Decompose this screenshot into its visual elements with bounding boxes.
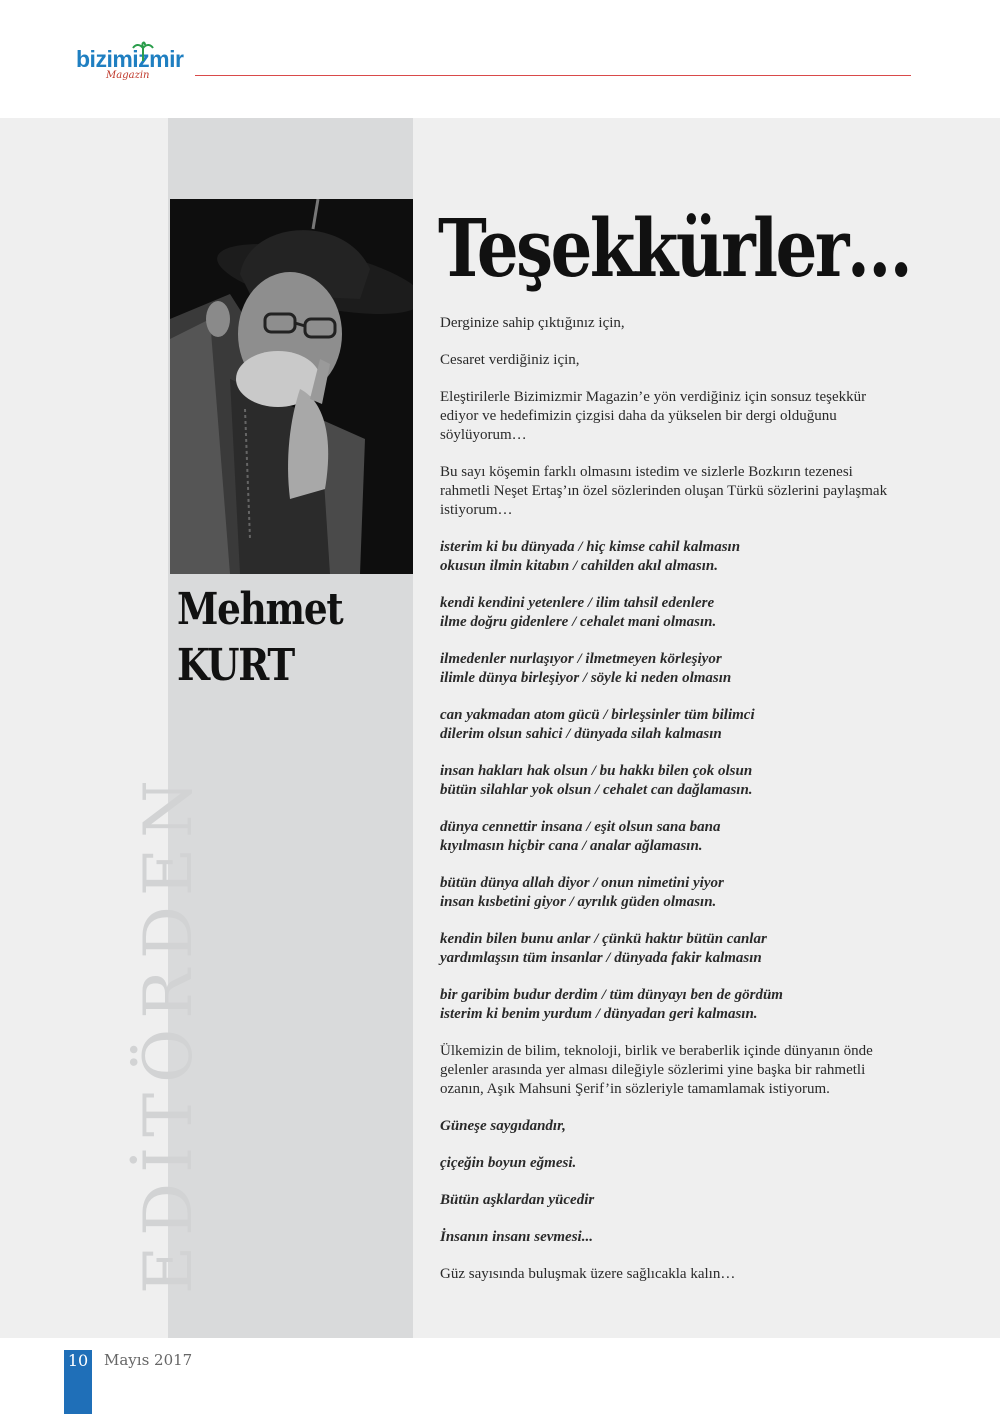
author-name [177, 582, 342, 694]
author-first-name: Mehmet [177, 584, 343, 635]
verse-paragraph: Bütün aşklardan yücedir [440, 1192, 595, 1208]
verse-paragraph: bütün dünya allah diyor / onun nimetini yiyor insan kısbetini giyor / ayrılık güden olmasın. [440, 875, 724, 910]
author-photo [170, 199, 413, 574]
verse-paragraph: Güneşe saygıdandır, [440, 1118, 566, 1134]
verse-paragraph: kendin bilen bunu anlar / çünkü haktır bütün canlar yardımlaşsın tüm insanlar / dünyada fakir kalmasın [440, 931, 767, 966]
verse-paragraph: kendi kendini yetenlere / ilim tahsil edenlere ilme doğru gidenlere / cehalet mani olmasın. [440, 595, 717, 630]
article-body [440, 314, 900, 1302]
author-last-name: KURT [177, 640, 294, 691]
verse-paragraph: insan hakları hak olsun / bu hakkı bilen çok olsun bütün silahlar yok olsun / cehalet can dağlamasın. [440, 763, 753, 798]
verse-paragraph: çiçeğin boyun eğmesi. [440, 1155, 577, 1171]
verse-paragraph: can yakmadan atom gücü / birleşsinler tüm bilimci dilerim olsun sahici / dünyada silah kalmasın [440, 707, 755, 742]
page-number: 10 [67, 1351, 89, 1370]
page-footer [0, 1338, 1000, 1414]
header-divider [195, 75, 911, 76]
body-paragraph: Güz sayısında buluşmak üzere sağlıcakla kalın… [440, 1266, 736, 1282]
article-title: Teşekkürler… [438, 201, 911, 295]
verse-paragraph: ilmedenler nurlaşıyor / ilmetmeyen körleşiyor ilimle dünya birleşiyor / söyle ki neden olmasın [440, 651, 732, 686]
verse-paragraph: dünya cennettir insana / eşit olsun sana bana kıyılmasın hiçbir cana / analar ağlamasın. [440, 819, 721, 854]
author-portrait-icon [170, 199, 413, 574]
palm-icon [132, 40, 154, 62]
logo-text: bizimizmir [76, 46, 184, 72]
logo-subtitle: Magazin [106, 70, 150, 81]
page-header [0, 0, 1000, 118]
magazine-logo [76, 46, 196, 86]
body-paragraph: Eleştirilerle Bizimizmir Magazin’e yön verdiğiniz için sonsuz teşekkür ediyor ve hedefimizin çizgisi daha da yükselen bir dergi olduğunu söylüyorum… [440, 389, 867, 443]
verse-paragraph: isterim ki bu dünyada / hiç kimse cahil kalmasın okusun ilmin kitabın / cahilden akıl almasın. [440, 539, 741, 574]
body-paragraph: Cesaret verdiğiniz için, [440, 352, 580, 368]
verse-paragraph: bir garibim budur derdim / tüm dünyayı ben de gördüm isterim ki benim yurdum / dünyadan geri kalmasın. [440, 987, 783, 1022]
body-paragraph: Derginize sahip çıktığınız için, [440, 315, 625, 331]
verse-paragraph: İnsanın insanı sevmesi... [440, 1229, 593, 1245]
issue-date: Mayıs 2017 [104, 1351, 193, 1369]
body-paragraph: Bu sayı köşemin farklı olmasını istedim ve sizlerle Bozkırın tezenesi rahmetli Neşet Ertaş’ın özel sözlerinden oluşan Türkü sözlerini paylaşmak istiyorum… [440, 464, 888, 518]
section-label: EDİTÖRDEN [130, 770, 207, 1294]
body-paragraph: Ülkemizin de bilim, teknoloji, birlik ve beraberlik içinde dünyanın önde gelenler arasında yer alması dileğiyle sözlerimi yine başka bir rahmetli ozanın, Aşık Mahsuni Şerif’in sözleriyle tamamlamak istiyorum. [440, 1043, 873, 1097]
